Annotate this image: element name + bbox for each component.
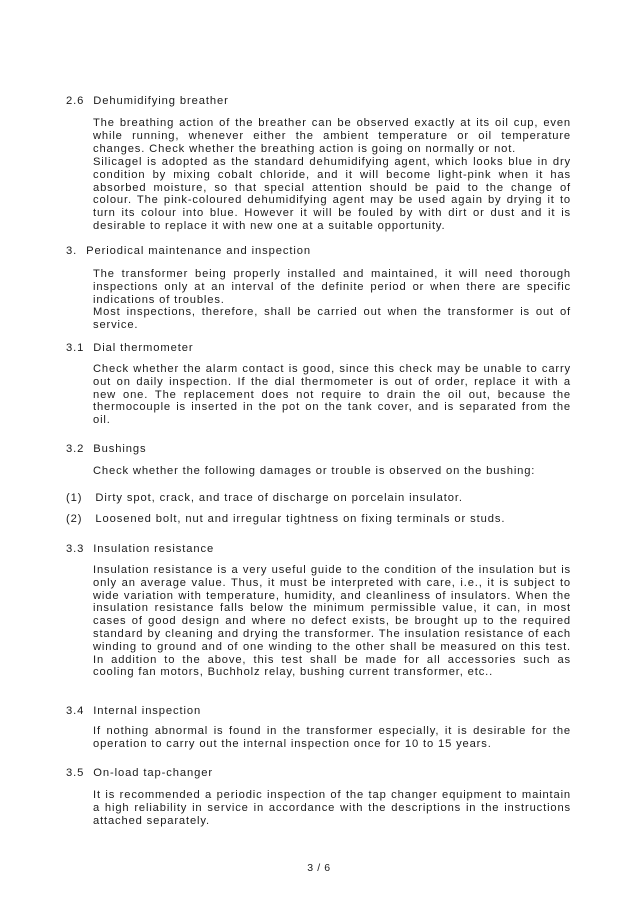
section-title: Insulation resistance [93,543,215,555]
section-title: On-load tap-changer [93,767,213,779]
section-number: 2.6 [66,95,85,107]
paragraph: Check whether the alarm contact is good, since this check may be unable to carry out on daily inspection. If the dial thermometer is out of order, replace it with a new one. The replacement does not require to drain the oil out, because the thermocouple is inserted in the pot on the tank cover, and is separated from the oil. [93,363,571,427]
section-heading-3-4 [66,705,201,718]
paragraph: Insulation resistance is a very useful guide to the condition of the insulation but is only an average value. Thus, it must be interpreted with care, i.e., it is subject to wide variation with temperature, humidity, and cleanliness of insulators. When the insulation resistance falls below the minimum permissible value, it can, in most cases of good design and where no defect exists, be brought up to the required standard by cleaning and drying the transformer. The insulation resistance of each winding to ground and of one winding to the other shall be measured on this test. In addition to the above, this test shall be made for all accessories such as cooling fan motors, Buchholz relay, bushing current transformer, etc.. [93,564,571,679]
section-title: Periodical maintenance and inspection [86,245,312,257]
section-number: 3.3 [66,543,85,555]
paragraph: Most inspections, therefore, shall be carried out when the transformer is out of service. [93,306,571,331]
page-number: 3 / 6 [307,862,331,874]
section-title: Dial thermometer [93,342,194,354]
paragraph: If nothing abnormal is found in the transformer especially, it is desirable for the operation to carry out the internal inspection once for 10 to 15 years. [93,725,571,750]
list-item-number: (2) [66,513,83,525]
section-number: 3. [66,245,78,257]
section-number: 3.4 [66,705,85,717]
paragraph: The breathing action of the breather can be observed exactly at its oil cup, even while running, whenever either the ambient temperature or oil temperature changes. Check whether the breathing action is going on normally or not. [93,117,571,155]
list-item [66,492,463,505]
section-heading-2-6 [66,95,229,108]
list-item-number: (1) [66,492,83,504]
section-heading-3-2 [66,443,147,456]
list-item-text: Dirty spot, crack, and trace of discharge on porcelain insulator. [95,492,463,504]
paragraph: Silicagel is adopted as the standard dehumidifying agent, which looks blue in dry condition by mixing cobalt chloride, and it will become light-pink when it has absorbed moisture, so that special attention should be paid to the change of colour. The pink-coloured dehumidifying agent may be used again by drying it to turn its colour into blue. However it will be fouled by with dirt or dust and it is desirable to replace it with new one at a suitable opportunity. [93,156,571,232]
section-number: 3.5 [66,767,85,779]
paragraph: The transformer being properly installed and maintained, it will need thorough inspections only at an interval of the definite period or when there are specific indications of troubles. [93,268,571,306]
section-heading-3-3 [66,543,214,556]
section-title: Internal inspection [93,705,202,717]
section-heading-3 [66,245,311,258]
list-item-text: Loosened bolt, nut and irregular tightness on fixing terminals or studs. [95,513,506,525]
section-heading-3-1 [66,342,193,355]
paragraph: It is recommended a periodic inspection of the tap changer equipment to maintain a high reliability in service in accordance with the descriptions in the instructions attached separately. [93,789,571,827]
section-title: Dehumidifying breather [93,95,229,107]
section-number: 3.2 [66,443,85,455]
section-heading-3-5 [66,767,213,780]
section-number: 3.1 [66,342,85,354]
paragraph: Check whether the following damages or trouble is observed on the bushing: [93,465,536,477]
list-item [66,513,505,526]
section-title: Bushings [93,443,147,455]
